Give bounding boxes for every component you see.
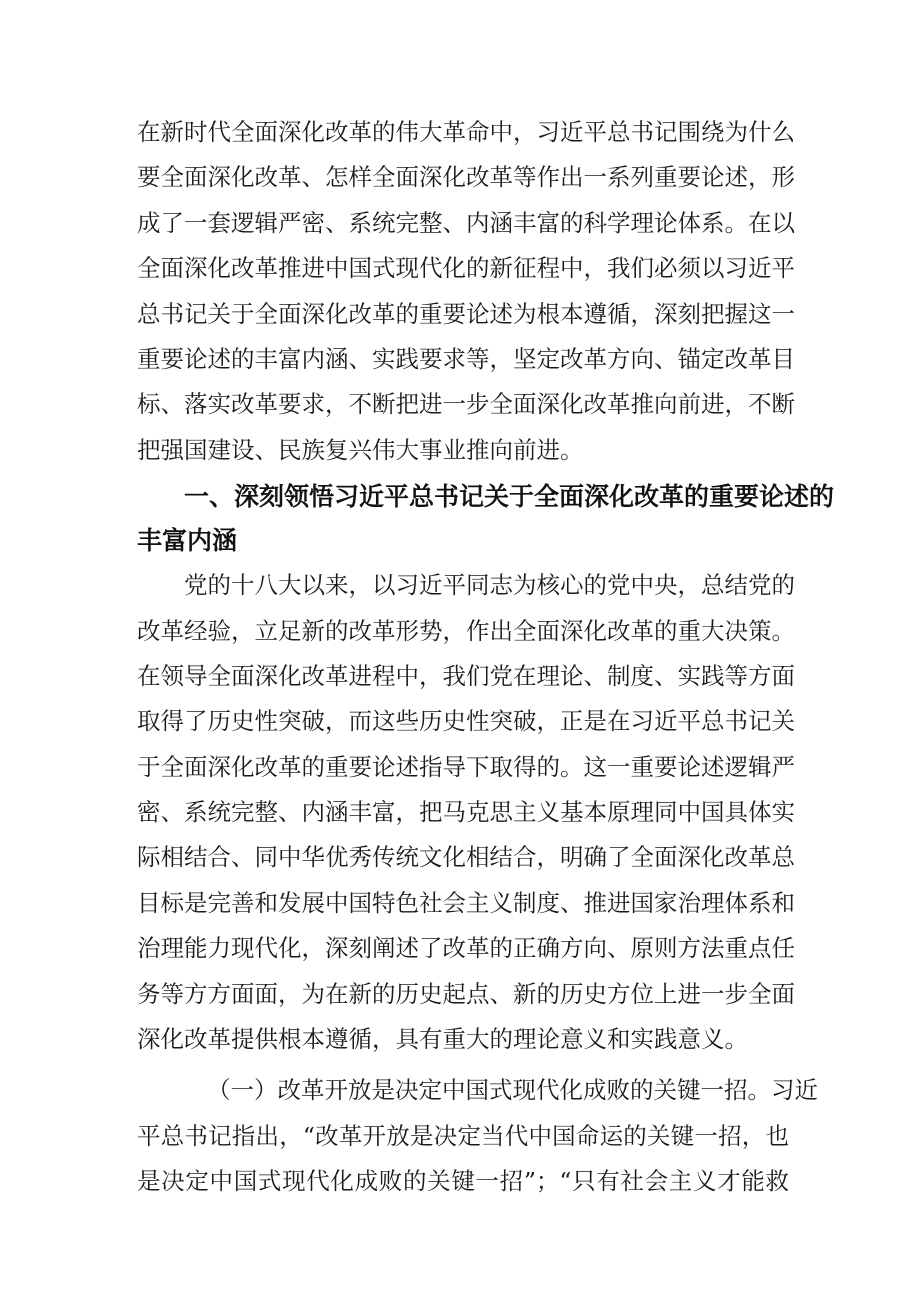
text-line: 密、系统完整、内涵丰富，把马克思主义基本原理同中国具体实	[137, 798, 795, 827]
text-line: 重要论述的丰富内涵、实践要求等，坚定改革方向、锚定改革目	[137, 344, 795, 373]
text-line: 是决定中国式现代化成败的关键一招”；“只有社会主义才能救	[137, 1167, 789, 1196]
text-line: 于全面深化改革的重要论述指导下取得的。这一重要论述逻辑严	[137, 752, 795, 781]
text-line: （一）改革开放是决定中国式现代化成败的关键一招。习近	[207, 1076, 818, 1105]
text-line: 成了一套逻辑严密、系统完整、内涵丰富的科学理论体系。在以	[137, 208, 795, 237]
text-line: 深化改革提供根本遵循，具有重大的理论意义和实践意义。	[137, 1025, 748, 1054]
heading-line: 一、深刻领悟习近平总书记关于全面深化改革的重要论述的	[184, 482, 835, 512]
text-line: 党的十八大以来，以习近平同志为核心的党中央，总结党的	[184, 571, 795, 600]
text-line: 全面深化改革推进中国式现代化的新征程中，我们必须以习近平	[137, 254, 795, 283]
text-line: 把强国建设、民族复兴伟大事业推向前进。	[137, 435, 584, 464]
text-line: 标、落实改革要求，不断把进一步全面深化改革推向前进，不断	[137, 390, 795, 419]
text-line: 治理能力现代化，深刻阐述了改革的正确方向、原则方法重点任	[137, 934, 795, 963]
text-line: 在新时代全面深化改革的伟大革命中，习近平总书记围绕为什么	[137, 118, 795, 146]
subsection-paragraph	[137, 1068, 818, 1204]
section-heading	[137, 475, 835, 563]
text-line: 改革经验，立足新的改革形势，作出全面深化改革的重大决策。	[137, 616, 795, 645]
body-paragraph	[137, 563, 795, 1062]
text-line: 要全面深化改革、怎样全面深化改革等作出一系列重要论述，形	[137, 163, 795, 192]
document-body	[137, 110, 835, 1205]
intro-paragraph	[137, 110, 795, 473]
text-line: 际相结合、同中华优秀传统文化相结合，明确了全面深化改革总	[137, 843, 795, 872]
text-line: 在领导全面深化改革进程中，我们党在理论、制度、实践等方面	[137, 661, 795, 690]
text-line: 取得了历史性突破，而这些历史性突破，正是在习近平总书记关	[137, 707, 795, 736]
heading-line: 丰富内涵	[137, 526, 238, 556]
text-line: 总书记关于全面深化改革的重要论述为根本遵循，深刻把握这一	[137, 299, 795, 328]
text-line: 目标是完善和发展中国特色社会主义制度、推进国家治理体系和	[137, 888, 795, 917]
text-line: 平总书记指出，“改革开放是决定当代中国命运的关键一招，也	[137, 1121, 789, 1150]
text-line: 务等方方面面，为在新的历史起点、新的历史方位上进一步全面	[137, 979, 795, 1008]
